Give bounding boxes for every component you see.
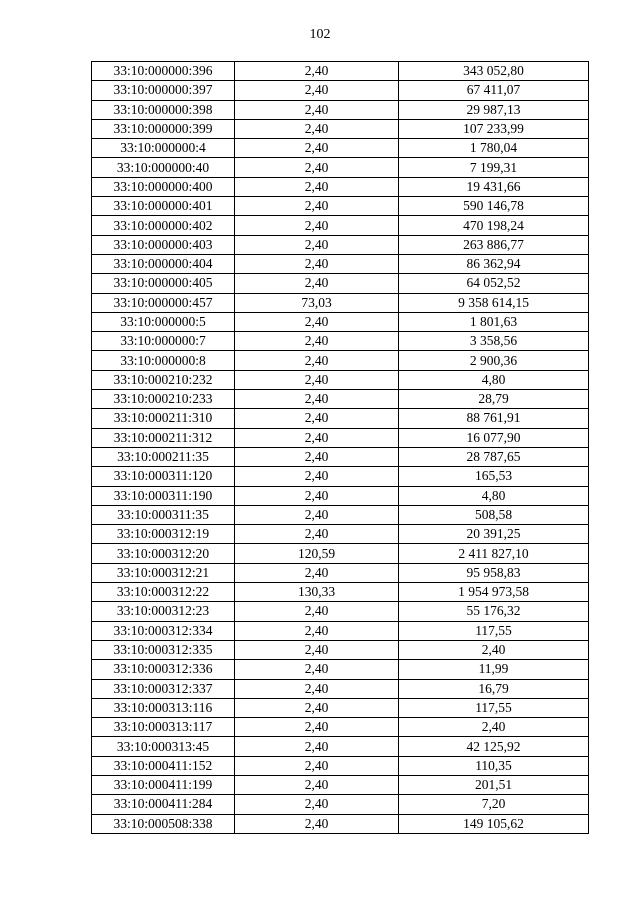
amount-cell: 165,53 [399,467,589,486]
table-row [92,775,589,794]
rate-cell: 2,40 [235,197,399,216]
cadastral-number-cell: 33:10:000312:335 [92,640,235,659]
cadastral-number-cell: 33:10:000211:312 [92,428,235,447]
page-number: 102 [309,27,331,42]
table-row [92,814,589,833]
rate-cell: 2,40 [235,254,399,273]
amount-cell: 263 886,77 [399,235,589,254]
table-row [92,737,589,756]
rate-cell: 2,40 [235,177,399,196]
amount-cell: 201,51 [399,775,589,794]
amount-cell: 117,55 [399,621,589,640]
cadastral-number-cell: 33:10:000000:396 [92,62,235,81]
rate-cell: 2,40 [235,737,399,756]
amount-cell: 470 198,24 [399,216,589,235]
table-row [92,563,589,582]
rate-cell: 2,40 [235,390,399,409]
amount-cell: 2 900,36 [399,351,589,370]
cadastral-number-cell: 33:10:000312:336 [92,660,235,679]
rate-cell: 2,40 [235,62,399,81]
rate-cell: 2,40 [235,447,399,466]
amount-cell: 28 787,65 [399,447,589,466]
table-row [92,505,589,524]
table-row [92,621,589,640]
table-row [92,679,589,698]
amount-cell: 590 146,78 [399,197,589,216]
table-row [92,486,589,505]
amount-cell: 29 987,13 [399,100,589,119]
table-row [92,409,589,428]
amount-cell: 117,55 [399,698,589,717]
amount-cell: 95 958,83 [399,563,589,582]
table-row [92,332,589,351]
table-body [92,62,589,834]
cadastral-number-cell: 33:10:000000:397 [92,81,235,100]
amount-cell: 16,79 [399,679,589,698]
table-row [92,293,589,312]
rate-cell: 130,33 [235,583,399,602]
rate-cell: 2,40 [235,370,399,389]
cadastral-number-cell: 33:10:000000:5 [92,312,235,331]
cadastral-number-cell: 33:10:000312:21 [92,563,235,582]
rate-cell: 2,40 [235,235,399,254]
amount-cell: 4,80 [399,486,589,505]
rate-cell: 2,40 [235,139,399,158]
cadastral-number-cell: 33:10:000411:284 [92,795,235,814]
rate-cell: 2,40 [235,312,399,331]
table-row [92,390,589,409]
rate-cell: 2,40 [235,216,399,235]
cadastral-number-cell: 33:10:000411:199 [92,775,235,794]
table-row [92,254,589,273]
rate-cell: 2,40 [235,814,399,833]
rate-cell: 2,40 [235,505,399,524]
amount-cell: 9 358 614,15 [399,293,589,312]
rate-cell: 2,40 [235,602,399,621]
table-row [92,795,589,814]
cadastral-number-cell: 33:10:000000:401 [92,197,235,216]
amount-cell: 4,80 [399,370,589,389]
table-row [92,235,589,254]
rate-cell: 2,40 [235,409,399,428]
rate-cell: 2,40 [235,679,399,698]
amount-cell: 1 780,04 [399,139,589,158]
table-row [92,370,589,389]
cadastral-number-cell: 33:10:000000:399 [92,119,235,138]
table-row [92,216,589,235]
amount-cell: 16 077,90 [399,428,589,447]
rate-cell: 120,59 [235,544,399,563]
cadastral-number-cell: 33:10:000312:23 [92,602,235,621]
rate-cell: 2,40 [235,621,399,640]
rate-cell: 2,40 [235,563,399,582]
amount-cell: 2,40 [399,640,589,659]
table-row [92,351,589,370]
data-table [91,61,589,834]
amount-cell: 20 391,25 [399,525,589,544]
rate-cell: 2,40 [235,795,399,814]
rate-cell: 2,40 [235,119,399,138]
cadastral-number-cell: 33:10:000313:45 [92,737,235,756]
table-row [92,447,589,466]
cadastral-number-cell: 33:10:000312:337 [92,679,235,698]
amount-cell: 42 125,92 [399,737,589,756]
table-row [92,660,589,679]
amount-cell: 19 431,66 [399,177,589,196]
cadastral-number-cell: 33:10:000313:116 [92,698,235,717]
cadastral-number-cell: 33:10:000312:22 [92,583,235,602]
cadastral-number-cell: 33:10:000000:457 [92,293,235,312]
table-row [92,119,589,138]
rate-cell: 2,40 [235,775,399,794]
cadastral-number-cell: 33:10:000311:35 [92,505,235,524]
cadastral-number-cell: 33:10:000312:20 [92,544,235,563]
table-row [92,525,589,544]
cadastral-number-cell: 33:10:000211:35 [92,447,235,466]
cadastral-number-cell: 33:10:000000:400 [92,177,235,196]
rate-cell: 2,40 [235,332,399,351]
cadastral-number-cell: 33:10:000312:334 [92,621,235,640]
rate-cell: 2,40 [235,158,399,177]
cadastral-number-cell: 33:10:000210:232 [92,370,235,389]
amount-cell: 86 362,94 [399,254,589,273]
amount-cell: 1 801,63 [399,312,589,331]
table-row [92,197,589,216]
rate-cell: 2,40 [235,467,399,486]
amount-cell: 3 358,56 [399,332,589,351]
cadastral-number-cell: 33:10:000000:404 [92,254,235,273]
rate-cell: 2,40 [235,660,399,679]
amount-cell: 55 176,32 [399,602,589,621]
cadastral-number-cell: 33:10:000000:8 [92,351,235,370]
table-row [92,718,589,737]
cadastral-number-cell: 33:10:000210:233 [92,390,235,409]
cadastral-number-cell: 33:10:000312:19 [92,525,235,544]
rate-cell: 2,40 [235,81,399,100]
amount-cell: 2,40 [399,718,589,737]
table-row [92,62,589,81]
amount-cell: 107 233,99 [399,119,589,138]
cadastral-number-cell: 33:10:000000:402 [92,216,235,235]
cadastral-number-cell: 33:10:000411:152 [92,756,235,775]
amount-cell: 7 199,31 [399,158,589,177]
amount-cell: 1 954 973,58 [399,583,589,602]
table-row [92,139,589,158]
cadastral-number-cell: 33:10:000000:7 [92,332,235,351]
cadastral-number-cell: 33:10:000211:310 [92,409,235,428]
cadastral-number-cell: 33:10:000311:120 [92,467,235,486]
rate-cell: 2,40 [235,351,399,370]
rate-cell: 73,03 [235,293,399,312]
rate-cell: 2,40 [235,428,399,447]
rate-cell: 2,40 [235,486,399,505]
amount-cell: 64 052,52 [399,274,589,293]
table-row [92,602,589,621]
table-row [92,583,589,602]
cadastral-number-cell: 33:10:000000:403 [92,235,235,254]
rate-cell: 2,40 [235,100,399,119]
table-row [92,177,589,196]
table-row [92,312,589,331]
table-row [92,428,589,447]
cadastral-number-cell: 33:10:000313:117 [92,718,235,737]
rate-cell: 2,40 [235,718,399,737]
amount-cell: 28,79 [399,390,589,409]
table-row [92,274,589,293]
rate-cell: 2,40 [235,525,399,544]
cadastral-number-cell: 33:10:000000:405 [92,274,235,293]
amount-cell: 67 411,07 [399,81,589,100]
cadastral-number-cell: 33:10:000000:398 [92,100,235,119]
rate-cell: 2,40 [235,698,399,717]
amount-cell: 88 761,91 [399,409,589,428]
table-row [92,544,589,563]
amount-cell: 11,99 [399,660,589,679]
table-row [92,100,589,119]
amount-cell: 343 052,80 [399,62,589,81]
cadastral-number-cell: 33:10:000000:40 [92,158,235,177]
amount-cell: 110,35 [399,756,589,775]
table-row [92,158,589,177]
rate-cell: 2,40 [235,640,399,659]
table-row [92,698,589,717]
rate-cell: 2,40 [235,274,399,293]
cadastral-number-cell: 33:10:000000:4 [92,139,235,158]
table-row [92,756,589,775]
cadastral-number-cell: 33:10:000508:338 [92,814,235,833]
table-row [92,81,589,100]
amount-cell: 7,20 [399,795,589,814]
rate-cell: 2,40 [235,756,399,775]
table-row [92,467,589,486]
amount-cell: 2 411 827,10 [399,544,589,563]
table-row [92,640,589,659]
amount-cell: 508,58 [399,505,589,524]
amount-cell: 149 105,62 [399,814,589,833]
cadastral-number-cell: 33:10:000311:190 [92,486,235,505]
